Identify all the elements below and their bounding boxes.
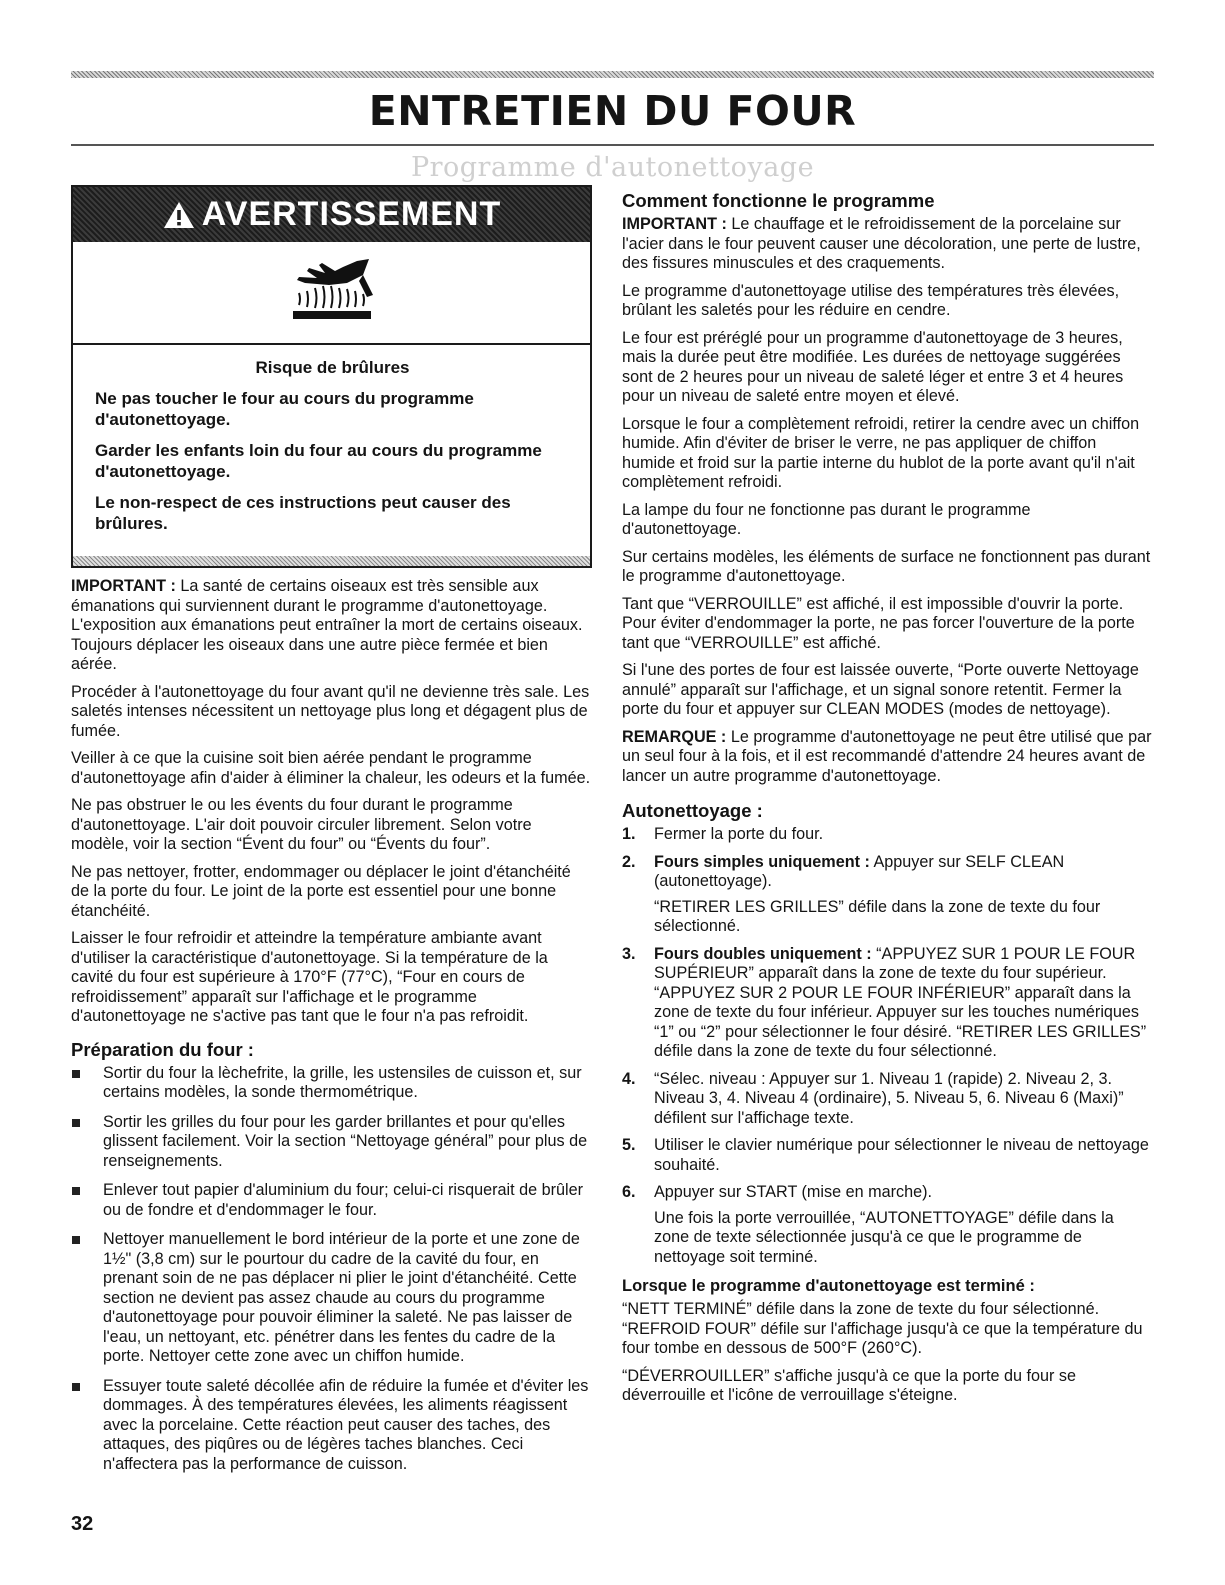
step-subtext: “RETIRER LES GRILLES” défile dans la zone de texte du four sélectionné. bbox=[654, 897, 1101, 935]
step-item bbox=[622, 945, 1152, 1062]
left-column bbox=[71, 577, 591, 1484]
step-number: 1. bbox=[622, 825, 636, 843]
remark-label: REMARQUE : bbox=[622, 727, 727, 746]
warning-line: Le non-respect de ces instructions peut causer des brûlures. bbox=[95, 493, 511, 533]
preparation-heading: Préparation du four : bbox=[71, 1038, 254, 1060]
list-item bbox=[71, 1064, 591, 1103]
paragraph: Le four est préréglé pour un programme d'autonettoyage de 3 heures, mais la durée peut être modifiée. Les durées de nettoyage suggérées sont de 2 heures pour un niveau de saleté léger et entre 3 et 4 heures pour un niveau de saleté entre moyen et élevé. bbox=[622, 328, 1124, 405]
top-decorative-rule bbox=[71, 71, 1154, 78]
paragraph: “DÉVERROUILLER” s'affiche jusqu'à ce que la porte du four se déverrouille et l'icône de verrouillage s'éteigne. bbox=[622, 1366, 1076, 1404]
warning-line: Garder les enfants loin du four au cours du programme d'autonettoyage. bbox=[95, 441, 542, 481]
paragraph: Ne pas nettoyer, frotter, endommager ou déplacer le joint d'étanchéité de la porte du four. Le joint de la porte est essentiel pour une bonne étanchéité. bbox=[71, 862, 571, 920]
list-item-text: Nettoyer manuellement le bord intérieur de la porte et une zone de 1½" (3,8 cm) sur le pourtour du cadre de la cavité du four, en prenant soin de ne pas déplacer ni plier le joint d'étanchéité. Cette section ne devient pas assez chaude au cours du programme d'autonettoyage pour pouvoir éliminer la saleté. Ne pas laisser de l'eau, un nettoyant, etc. pénétrer dans les fentes du cadre de la porte. Nettoyer cette zone avec un chiffon humide. bbox=[103, 1230, 580, 1365]
step-number: 4. bbox=[622, 1069, 636, 1088]
paragraph-text: Le programme d'autonettoyage ne peut être utilisé que par un seul four à la fois, et il est recommandé d'attendre 24 heures avant de lancer un autre programme d'autonettoyage. bbox=[622, 727, 1152, 785]
step-strong: Fours simples uniquement : bbox=[654, 852, 870, 871]
paragraph: “NETT TERMINÉ” défile dans la zone de texte du four sélectionné. “REFROID FOUR” défile sur l'affichage jusqu'à ce que la température du four tombe en dessous de 500°F (260°C). bbox=[622, 1300, 1143, 1357]
list-item bbox=[71, 1113, 591, 1172]
step-text: Utiliser le clavier numérique pour sélectionner le niveau de nettoyage souhaité. bbox=[654, 1136, 1149, 1174]
bullet-square-icon bbox=[72, 1383, 80, 1391]
preparation-list bbox=[71, 1064, 591, 1475]
step-subtext: Une fois la porte verrouillée, “AUTONETTOYAGE” défile dans la zone de texte sélectionnée jusqu'à ce que le programme de nettoyage soit terminé. bbox=[654, 1208, 1114, 1266]
list-item bbox=[71, 1377, 591, 1475]
list-item bbox=[71, 1181, 591, 1220]
step-number: 3. bbox=[622, 944, 636, 963]
important-label: IMPORTANT : bbox=[71, 577, 176, 595]
warning-body bbox=[73, 345, 590, 534]
bullet-square-icon bbox=[72, 1119, 80, 1127]
list-item-text: Enlever tout papier d'aluminium du four; celui-ci risquerait de brûler ou de fondre et d'endommager le four. bbox=[103, 1181, 583, 1219]
step-item bbox=[622, 1136, 1152, 1175]
step-strong: Fours doubles uniquement : bbox=[654, 944, 872, 963]
self-clean-heading: Autonettoyage : bbox=[622, 800, 763, 821]
section-title: Programme d'autonettoyage bbox=[410, 152, 815, 183]
list-item-text: Essuyer toute saleté décollée afin de réduire la fumée et d'éviter les dommages. À des températures élevées, les aliments réagissent avec la porcelaine. Cette réaction peut causer des taches, des attaques, des piqûres ou de légères taches blanches. Ceci n'affectera pas la performance de cuisson. bbox=[103, 1376, 589, 1473]
step-item bbox=[622, 1070, 1152, 1129]
title-rule bbox=[71, 144, 1154, 146]
paragraph: Le programme d'autonettoyage utilise des températures très élevées, brûlant les saletés pour les réduire en cendre. bbox=[622, 281, 1120, 319]
remark-paragraph bbox=[622, 728, 1152, 787]
paragraph-text: La santé de certains oiseaux est très sensible aux émanations qui surviennent durant le programme d'autonettoyage. L'exposition aux émanations peut entraîner la mort de certains oiseaux. Toujours déplacer les oiseaux dans une autre pièce fermée et bien aérée. bbox=[71, 577, 583, 673]
warning-triangle-icon bbox=[162, 200, 196, 230]
important-porcelain-paragraph bbox=[622, 215, 1152, 274]
step-text: Fermer la porte du four. bbox=[654, 825, 824, 843]
how-it-works-heading: Comment fonctionne le programme bbox=[622, 190, 935, 211]
paragraph: Sur certains modèles, les éléments de surface ne fonctionnent pas durant le programme d'autonettoyage. bbox=[622, 547, 1151, 585]
warning-risk: Risque de brûlures bbox=[255, 358, 410, 377]
hazard-area bbox=[73, 242, 590, 345]
step-text: Appuyer sur SELF CLEAN (autonettoyage). bbox=[654, 852, 1065, 890]
step-item bbox=[622, 825, 1152, 845]
step-item bbox=[622, 1183, 1152, 1267]
bullet-square-icon bbox=[72, 1236, 80, 1244]
paragraph: Lorsque le four a complètement refroidi, retirer la cendre avec un chiffon humide. Afin d'éviter de briser le verre, ne pas appliquer de chiffon humide et froid sur la partie interne du hublot de la porte avant qu'il n'ait complètement refroidi. bbox=[622, 414, 1140, 491]
paragraph: Ne pas obstruer le ou les évents du four durant le programme d'autonettoyage. L'air doit pouvoir circuler librement. Selon votre modèle, voir la section “Évent du four” ou “Évents du four”. bbox=[71, 796, 532, 853]
step-text: “APPUYEZ SUR 1 POUR LE FOUR SUPÉRIEUR” apparaît dans la zone de texte du four supérieur. “APPUYEZ SUR 2 POUR LE FOUR INFÉRIEUR” apparaît dans la zone de texte du four inférieur. Appuyer sur les touches numériques “1” ou “2” pour sélectionner le four désiré. “RETIRER LES GRILLES” défile dans la zone de texte du four sélectionné. bbox=[654, 944, 1147, 1060]
warning-header bbox=[73, 187, 590, 242]
bullet-square-icon bbox=[72, 1187, 80, 1195]
warning-box bbox=[71, 185, 592, 568]
warning-footer-band bbox=[73, 556, 590, 566]
step-number: 6. bbox=[622, 1183, 636, 1201]
paragraph: Veiller à ce que la cuisine soit bien aérée pendant le programme d'autonettoyage afin d'aider à éliminer la chaleur, les odeurs et la fumée. bbox=[71, 749, 591, 787]
hot-surface-hand-icon bbox=[277, 253, 387, 333]
warning-line: Ne pas toucher le four au cours du programme d'autonettoyage. bbox=[95, 389, 474, 429]
paragraph: Si l'une des portes de four est laissée ouverte, “Porte ouverte Nettoyage annulé” apparaît sur l'affichage, et un signal sonore retentit. Fermer la porte du four et appuyer sur CLEAN MODES (modes de nettoyage). bbox=[622, 661, 1139, 718]
step-number: 5. bbox=[622, 1136, 636, 1154]
completion-heading: Lorsque le programme d'autonettoyage est terminé : bbox=[622, 1277, 1035, 1295]
step-text: Appuyer sur START (mise en marche). bbox=[654, 1183, 932, 1201]
list-item-text: Sortir du four la lèchefrite, la grille, les ustensiles de cuisson et, sur certains modèles, la sonde thermométrique. bbox=[103, 1063, 582, 1101]
paragraph: Tant que “VERROUILLE” est affiché, il est impossible d'ouvrir la porte. Pour éviter d'endommager la porte, ne pas forcer l'ouverture de la porte tant que “VERROUILLE” est affiché. bbox=[622, 594, 1135, 652]
important-label: IMPORTANT : bbox=[622, 215, 727, 233]
step-item bbox=[622, 853, 1152, 937]
right-column bbox=[622, 190, 1152, 1414]
list-item bbox=[71, 1230, 591, 1367]
paragraph-text: Le chauffage et le refroidissement de la porcelaine sur l'acier dans le four peuvent causer une décoloration, une perte de lustre, des fissures minuscules et des craquements. bbox=[622, 215, 1141, 272]
list-item-text: Sortir les grilles du four pour les garder brillantes et pour qu'elles glissent facilement. Voir la section “Nettoyage général” pour plus de renseignements. bbox=[103, 1112, 588, 1170]
paragraph: Laisser le four refroidir et atteindre la température ambiante avant d'utiliser la caractéristique d'autonettoyage. Si la température de la cavité du four est supérieure à 170°F (77°C), “Four en cours de refroidissement” apparaît sur l'affichage et le programme d'autonettoyage ne s'active pas tant que le four n'a pas refroidit. bbox=[71, 929, 548, 1025]
paragraph: Procéder à l'autonettoyage du four avant qu'il ne devienne très sale. Les saletés intenses nécessitent un nettoyage plus long et dégagent plus de fumée. bbox=[71, 682, 590, 740]
page-title: ENTRETIEN DU FOUR bbox=[368, 87, 857, 135]
self-clean-steps bbox=[622, 825, 1152, 1267]
step-number: 2. bbox=[622, 852, 636, 871]
important-birds-paragraph bbox=[71, 577, 591, 675]
step-text: “Sélec. niveau : Appuyer sur 1. Niveau 1 (rapide) 2. Niveau 2, 3. Niveau 3, 4. Niveau 4 (ordinaire), 5. Niveau 5, 6. Niveau 6 (Maxi)” défilent sur l'affichage texte. bbox=[654, 1069, 1124, 1127]
paragraph: La lampe du four ne fonctionne pas durant le programme d'autonettoyage. bbox=[622, 500, 1031, 538]
bullet-square-icon bbox=[72, 1070, 80, 1078]
warning-label: AVERTISSEMENT bbox=[201, 195, 502, 233]
page-number: 32 bbox=[71, 1513, 94, 1535]
